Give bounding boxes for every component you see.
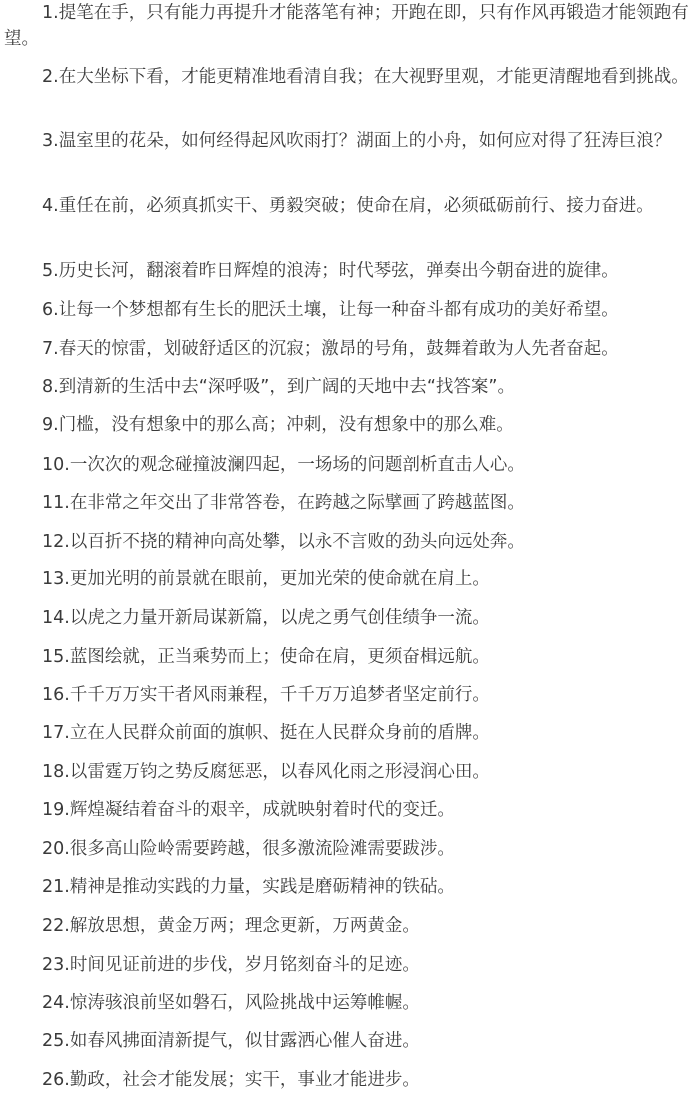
sentence-20: 20.很多高山险岭需要跨越，很多激流险滩需要跋涉。 [42,839,455,859]
sentence-12: 12.以百折不挠的精神向高处攀，以永不言败的劲头向远处奔。 [42,532,525,552]
sentence-8: 8.到清新的生活中去“深呼吸”，到广阔的天地中去“找答案”。 [42,377,515,397]
sentence-21: 21.精神是推动实践的力量，实践是磨砺精神的铁砧。 [42,877,455,897]
sentence-2: 2.在大坐标下看，才能更精准地看清自我；在大视野里观，才能更清醒地看到挑战。 [42,67,689,87]
sentence-9: 9.门槛，没有想象中的那么高；冲刺，没有想象中的那么难。 [42,415,514,435]
sentence-18: 18.以雷霆万钧之势反腐惩恶，以春风化雨之形浸润心田。 [42,762,490,782]
sentence-6: 6.让每一个梦想都有生长的肥沃土壤，让每一种奋斗都有成功的美好希望。 [42,300,619,320]
sentence-1: 1.提笔在手，只有能力再提升才能落笔有神；开跑在即，只有作风再锻造才能领跑有望。 [4,3,689,49]
sentence-23: 23.时间见证前进的步伐，岁月铭刻奋斗的足迹。 [42,955,420,975]
sentence-11: 11.在非常之年交出了非常答卷，在跨越之际擘画了跨越蓝图。 [42,493,525,513]
sentence-10: 10.一次次的观念碰撞波澜四起，一场场的问题剖析直击人心。 [42,455,525,475]
sentence-4: 4.重任在前，必须真抓实干、勇毅突破；使命在肩，必须砥砺前行、接力奋进。 [42,196,654,216]
sentence-16: 16.千千万万实干者风雨兼程，千千万万追梦者坚定前行。 [42,685,490,705]
sentence-26: 26.勤政，社会才能发展；实干，事业才能进步。 [42,1070,420,1090]
sentence-22: 22.解放思想，黄金万两；理念更新，万两黄金。 [42,916,420,936]
sentence-17: 17.立在人民群众前面的旗帜、挺在人民群众身前的盾牌。 [42,723,490,743]
sentence-25: 25.如春风拂面清新提气，似甘露洒心催人奋进。 [42,1031,420,1051]
sentence-5: 5.历史长河，翻滚着昨日辉煌的浪涛；时代琴弦，弹奏出今朝奋进的旋律。 [42,261,619,281]
sentence-3: 3.温室里的花朵，如何经得起风吹雨打？湖面上的小舟，如何应对得了狂涛巨浪？ [42,131,672,151]
sentence-15: 15.蓝图绘就，正当乘势而上；使命在肩，更须奋楫远航。 [42,647,490,667]
sentence-24: 24.惊涛骇浪前坚如磐石，风险挑战中运筹帷幄。 [42,993,420,1013]
sentence-13: 13.更加光明的前景就在眼前，更加光荣的使命就在肩上。 [42,569,490,589]
sentence-7: 7.春天的惊雷，划破舒适区的沉寂；激昂的号角，鼓舞着敢为人先者奋起。 [42,339,619,359]
sentence-19: 19.辉煌凝结着奋斗的艰辛，成就映射着时代的变迁。 [42,800,455,820]
sentence-14: 14.以虎之力量开新局谋新篇，以虎之勇气创佳绩争一流。 [42,608,490,628]
